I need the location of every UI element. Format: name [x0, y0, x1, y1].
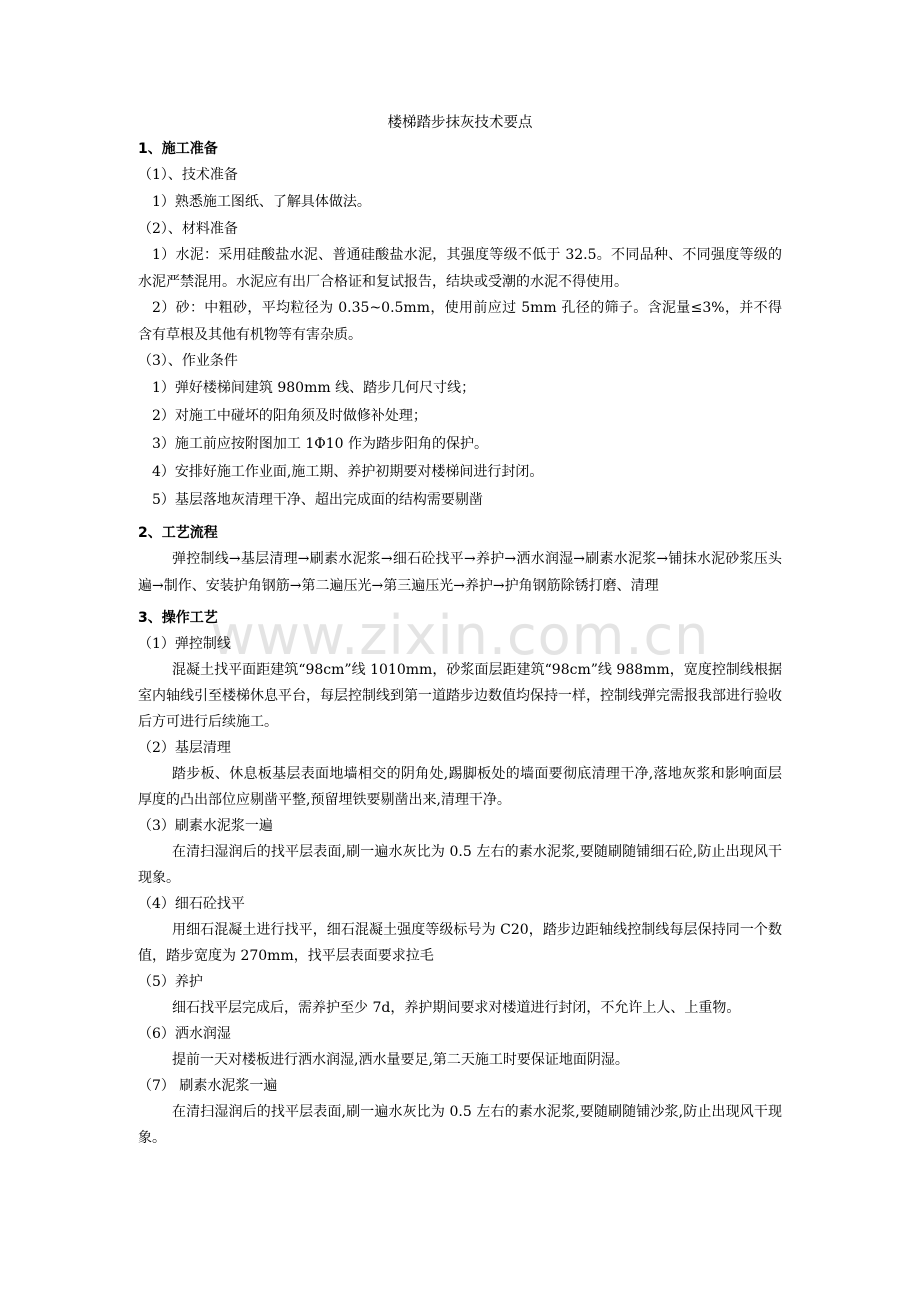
section-1-sub-1-heading: （1）、技术准备	[138, 167, 238, 183]
step-6-heading: （6）洒水润湿	[138, 1026, 231, 1042]
step-6-text: 提前一天对楼板进行洒水润湿,洒水量要足,第二天施工时要保证地面阴湿。	[172, 1052, 629, 1068]
step-3-heading: （3）刷素水泥浆一遍	[138, 818, 273, 834]
section-1-sub-3-item: 2）对施工中碰坏的阳角须及时做修补处理；	[152, 408, 427, 424]
section-3-heading: 3、操作工艺	[138, 610, 218, 626]
section-1-sub-3-item: 4）安排好施工作业面,施工期、养护初期要对楼梯间进行封闭。	[152, 464, 544, 480]
step-7-heading: （7） 刷素水泥浆一遍	[138, 1078, 278, 1094]
section-1-sub-1-item: 1）熟悉施工图纸、了解具体做法。	[152, 194, 371, 210]
step-2-heading: （2）基层清理	[138, 740, 231, 756]
section-2-process-text: 弹控制线→基层清理→刷素水泥浆→细石砼找平→养护→洒水润湿→刷素水泥浆→铺抹水泥砂浆压头遍→制作、安装护角钢筋→第二遍压光→第三遍压光→养护→护角钢筋除锈打磨、清理	[138, 551, 782, 594]
section-1-sub-3-item: 1）弹好楼梯间建筑 980mm 线、踏步几何尺寸线；	[152, 380, 476, 396]
step-5-heading: （5）养护	[138, 974, 203, 990]
section-1-sub-3-item: 3）施工前应按附图加工 1Φ10 作为踏步阳角的保护。	[152, 436, 489, 452]
document-title: 楼梯踏步抹灰技术要点	[387, 115, 533, 131]
section-1-heading: 1、施工准备	[138, 141, 218, 157]
section-1-sub-2-item: 2）砂：中粗砂，平均粒径为 0.35~0.5mm，使用前应过 5mm 孔径的筛子。含泥量≤3%，并不得含有草根及其他有机物等有害杂质。	[138, 300, 782, 343]
document-body	[138, 110, 782, 1151]
step-7-text: 在清扫湿润后的找平层表面,刷一遍水灰比为 0.5 左右的素水泥浆,要随刷随铺沙浆,防止出现风干现象。	[138, 1104, 782, 1146]
step-1-heading: （1）弹控制线	[138, 636, 231, 652]
step-4-heading: （4）细石砼找平	[138, 896, 245, 912]
step-4-text: 用细石混凝土进行找平，细石混凝土强度等级标号为 C20，踏步边距轴线控制线每层保持同一个数值，踏步宽度为 270mm，找平层表面要求拉毛	[138, 922, 782, 964]
watermark-text: www.zixin.com.cn	[210, 604, 710, 667]
section-1-sub-3-heading: （3）、作业条件	[138, 353, 238, 369]
step-1-text: 混凝土找平面距建筑“98cm”线 1010mm，砂浆面层距建筑“98cm”线 988mm，宽度控制线根据室内轴线引至楼梯休息平台，每层控制线到第一道踏步边数值均保持一样，控制线弹完需报我部进行验收后方可进行后续施工。	[138, 662, 782, 730]
step-3-text: 在清扫湿润后的找平层表面,刷一遍水灰比为 0.5 左右的素水泥浆,要随刷随铺细石砼,防止出现风干现象。	[138, 844, 782, 886]
section-2-heading: 2、工艺流程	[138, 525, 218, 541]
step-2-text: 踏步板、休息板基层表面地墙相交的阴角处,踢脚板处的墙面要彻底清理干净,落地灰浆和影响面层厚度的凸出部位应剔凿平整,预留埋铁要剔凿出来,清理干净。	[138, 766, 782, 808]
step-5-text: 细石找平层完成后，需养护至少 7d，养护期间要求对楼道进行封闭，不允许上人、上重物。	[172, 1000, 741, 1016]
section-1-sub-2-item: 1）水泥：采用硅酸盐水泥、普通硅酸盐水泥，其强度等级不低于 32.5。不同品种、不同强度等级的水泥严禁混用。水泥应有出厂合格证和复试报告，结块或受潮的水泥不得使用。	[138, 247, 782, 290]
section-1-sub-2-heading: （2）、材料准备	[138, 221, 238, 237]
section-1-sub-3-item: 5）基层落地灰清理干净、超出完成面的结构需要剔凿	[152, 492, 483, 508]
